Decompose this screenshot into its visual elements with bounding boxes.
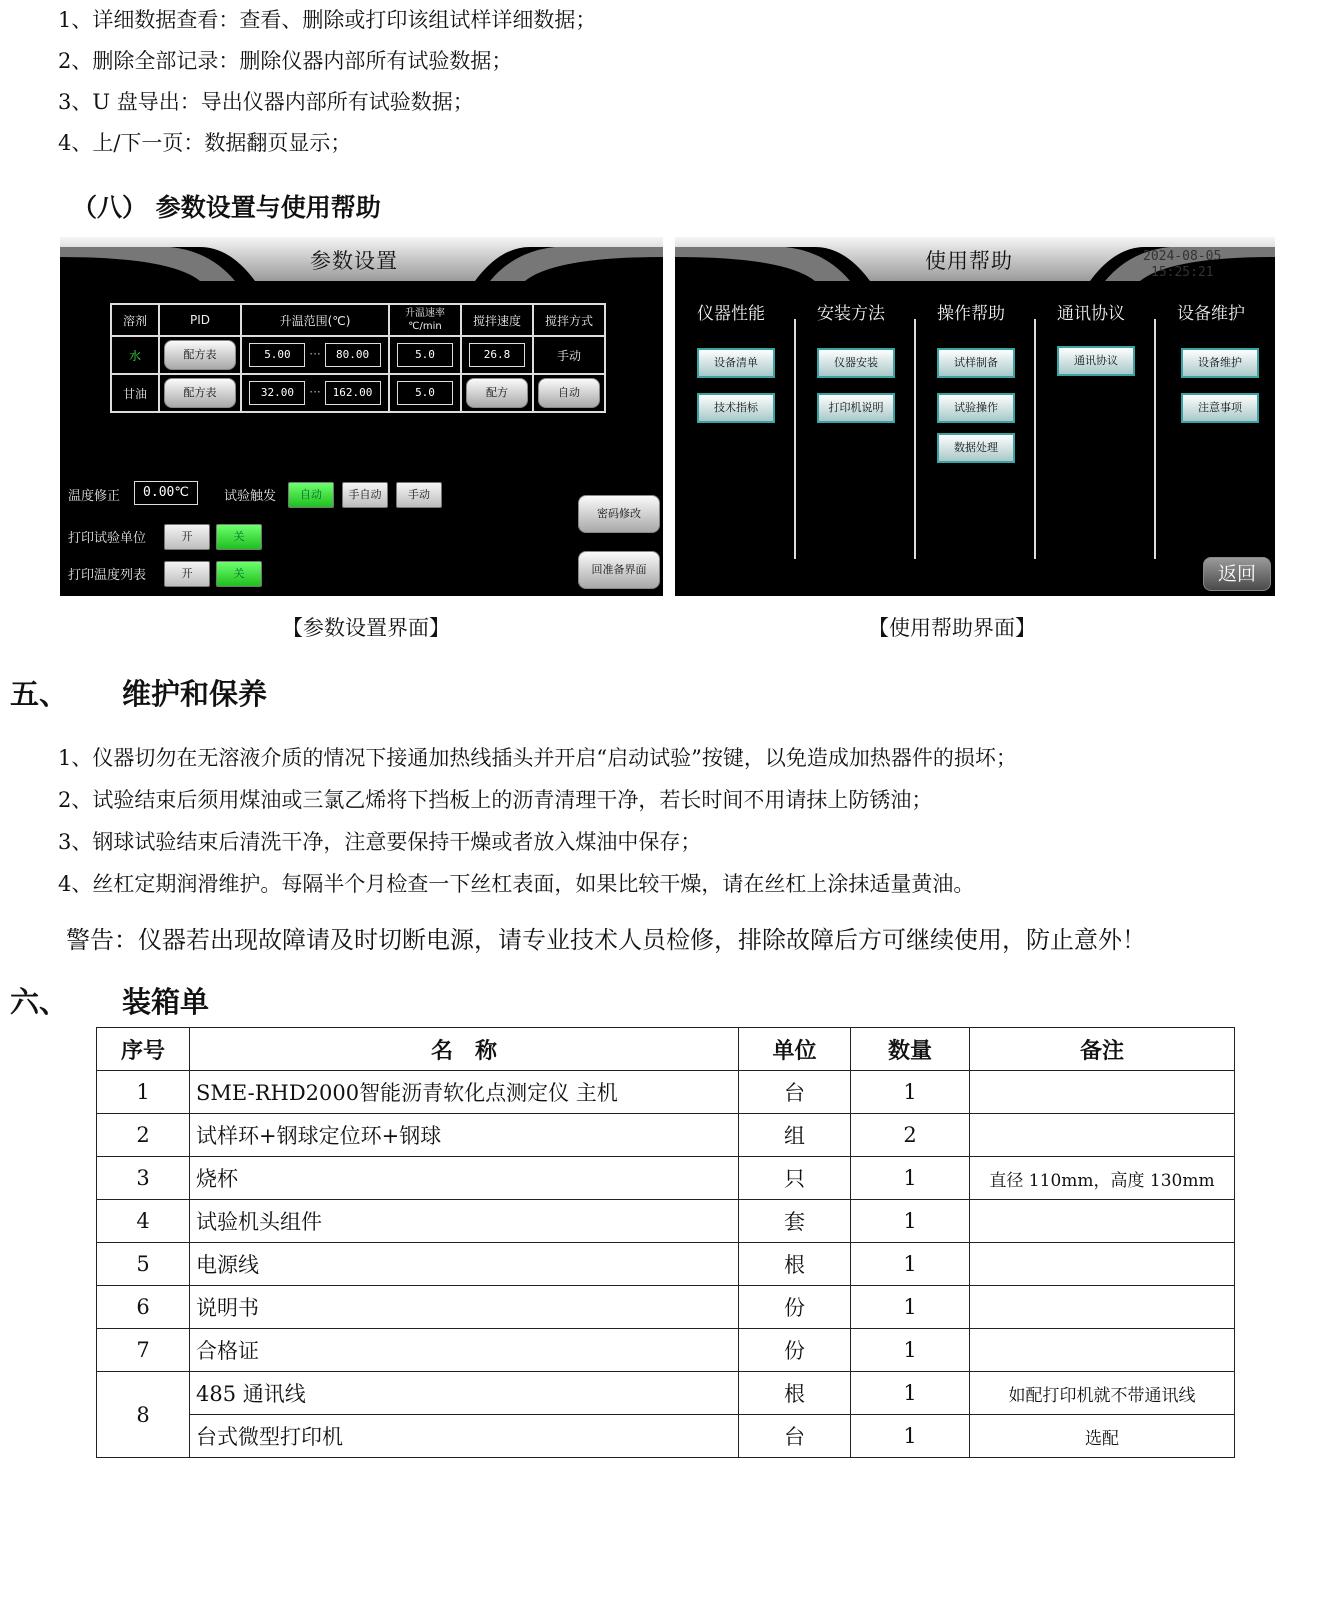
section-number: 五、 [10, 677, 69, 711]
return-ready-button[interactable]: 回准备界面 [578, 551, 660, 589]
intro-item: 3、U 盘导出：导出仪器内部所有试验数据； [58, 90, 474, 114]
cell-no: 2 [97, 1114, 190, 1157]
cell-note: 直径 110mm，高度 130mm [970, 1157, 1235, 1200]
trigger-auto-button[interactable]: 自动 [288, 482, 334, 508]
header-temp-range: 升温范围(℃) [241, 304, 389, 336]
table-row [97, 1071, 1235, 1114]
printer-guide-button[interactable]: 打印机说明 [817, 393, 895, 423]
intro-item: 4、上/下一页：数据翻页显示； [58, 131, 352, 155]
date-display: 2024-08-05 [1143, 249, 1222, 264]
print-unit-on-button[interactable]: 开 [164, 524, 210, 550]
cell-no: 4 [97, 1200, 190, 1243]
cell-qty: 1 [851, 1200, 970, 1243]
stir-speed-input[interactable]: 26.8 [469, 343, 525, 367]
formula-table [110, 303, 606, 413]
screen-title: 使用帮助 [925, 249, 1013, 273]
cell-name: 电源线 [190, 1243, 739, 1286]
table-row [97, 1243, 1235, 1286]
cell-name: 台式微型打印机 [190, 1415, 739, 1458]
section-title: 维护和保养 [122, 677, 268, 711]
cell-unit: 只 [739, 1157, 851, 1200]
cell-note: 选配 [970, 1415, 1235, 1458]
cell-qty: 1 [851, 1243, 970, 1286]
cell-note [970, 1071, 1235, 1114]
cell-note [970, 1114, 1235, 1157]
intro-item: 1、详细数据查看：查看、删除或打印该组试样详细数据； [58, 8, 597, 32]
cell-name: 烧杯 [190, 1157, 739, 1200]
cell-unit: 台 [739, 1415, 851, 1458]
cell-unit: 根 [739, 1372, 851, 1415]
solvent-cell: 水 [111, 336, 159, 374]
cell-no: 6 [97, 1286, 190, 1329]
trigger-semi-auto-button[interactable]: 手自动 [342, 482, 388, 508]
table-row [97, 1200, 1235, 1243]
range-to-input[interactable]: 162.00 [325, 381, 381, 405]
help-screen [675, 237, 1275, 596]
cell-name: 说明书 [190, 1286, 739, 1329]
table-row [97, 1114, 1235, 1157]
cell-unit: 根 [739, 1243, 851, 1286]
help-screen-caption: 【使用帮助界面】 [868, 616, 1036, 640]
cell-note: 如配打印机就不带通讯线 [970, 1372, 1235, 1415]
solvent-cell: 甘油 [111, 374, 159, 412]
cell-qty: 1 [851, 1329, 970, 1372]
cell-no: 7 [97, 1329, 190, 1372]
range-to-input[interactable]: 80.00 [325, 343, 381, 367]
cell-name: 试验机头组件 [190, 1200, 739, 1243]
cell-unit: 台 [739, 1071, 851, 1114]
table-row [97, 1415, 1235, 1458]
equipment-list-button[interactable]: 设备清单 [697, 348, 775, 378]
section-8-title: （八） 参数设置与使用帮助 [72, 193, 381, 222]
header-pid: PID [159, 304, 241, 336]
section-6-heading [10, 980, 209, 1021]
cell-qty: 1 [851, 1372, 970, 1415]
stir-speed-formula-button[interactable]: 配方 [466, 378, 528, 408]
cell-note [970, 1243, 1235, 1286]
section-number: 六、 [10, 985, 69, 1019]
header-note: 备注 [970, 1028, 1235, 1071]
print-unit-label: 打印试验单位 [68, 531, 147, 546]
screen-title: 参数设置 [310, 249, 398, 273]
cell-no: 8 [97, 1372, 190, 1458]
data-processing-button[interactable]: 数据处理 [937, 433, 1015, 463]
range-separator: ··· [309, 347, 321, 361]
table-row [97, 1329, 1235, 1372]
cell-qty: 1 [851, 1415, 970, 1458]
header-heating-rate: 升温速率 ℃/min [389, 304, 461, 336]
instrument-install-button[interactable]: 仪器安装 [817, 348, 895, 378]
table-row [97, 1157, 1235, 1200]
pid-formula-button[interactable]: 配方表 [164, 378, 236, 408]
cell-name: 合格证 [190, 1329, 739, 1372]
cell-qty: 1 [851, 1286, 970, 1329]
header-no: 序号 [97, 1028, 190, 1071]
cell-unit: 套 [739, 1200, 851, 1243]
stir-mode-button[interactable]: 自动 [538, 378, 600, 408]
print-temp-on-button[interactable]: 开 [164, 561, 210, 587]
param-screen-caption: 【参数设置界面】 [282, 616, 450, 640]
sample-prep-button[interactable]: 试样制备 [937, 348, 1015, 378]
column-divider [794, 319, 796, 559]
rate-input[interactable]: 5.0 [397, 381, 453, 405]
column-divider [1154, 319, 1156, 559]
col-header-maintenance: 设备维护 [1177, 304, 1245, 324]
range-from-input[interactable]: 5.00 [249, 343, 305, 367]
maintenance-item: 2、试验结束后须用煤油或三氯乙烯将下挡板上的沥青清理干净，若长时间不用请抹上防锈油； [58, 788, 933, 812]
cell-no: 3 [97, 1157, 190, 1200]
cell-qty: 1 [851, 1071, 970, 1114]
stir-mode-value: 手动 [533, 336, 605, 374]
cell-note [970, 1200, 1235, 1243]
cell-qty: 2 [851, 1114, 970, 1157]
packing-list-table [96, 1027, 1235, 1458]
col-header-protocol: 通讯协议 [1057, 304, 1125, 324]
cell-note [970, 1286, 1235, 1329]
section-5-heading [10, 672, 267, 713]
table-row [97, 1372, 1235, 1415]
range-separator: ··· [309, 385, 321, 399]
password-change-button[interactable]: 密码修改 [578, 495, 660, 533]
cell-no: 1 [97, 1071, 190, 1114]
column-divider [914, 319, 916, 559]
cell-unit: 份 [739, 1286, 851, 1329]
header-name: 名 称 [190, 1028, 739, 1071]
header-stir-speed: 搅拌速度 [461, 304, 533, 336]
maintenance-item: 3、钢球试验结束后清洗干净，注意要保持干燥或者放入煤油中保存； [58, 830, 702, 854]
col-header-installation: 安装方法 [817, 304, 885, 324]
param-settings-screen [60, 237, 663, 596]
cell-qty: 1 [851, 1157, 970, 1200]
print-unit-off-button[interactable]: 关 [216, 524, 262, 550]
trigger-manual-button[interactable]: 手动 [396, 482, 442, 508]
col-header-performance: 仪器性能 [697, 304, 765, 324]
back-button[interactable]: 返回 [1203, 557, 1271, 591]
header-stir-mode: 搅拌方式 [533, 304, 605, 336]
time-display: 15:25:21 [1151, 265, 1214, 280]
protocol-button[interactable]: 通讯协议 [1057, 346, 1135, 376]
precautions-button[interactable]: 注意事项 [1181, 393, 1259, 423]
pid-formula-button[interactable]: 配方表 [164, 340, 236, 370]
header-qty: 数量 [851, 1028, 970, 1071]
cell-unit: 组 [739, 1114, 851, 1157]
cell-no: 5 [97, 1243, 190, 1286]
table-row [97, 1286, 1235, 1329]
warning-text: 警告：仪器若出现故障请及时切断电源，请专业技术人员检修，排除故障后方可继续使用，防止意外！ [66, 926, 1146, 954]
column-divider [1034, 319, 1036, 559]
temp-correction-input[interactable]: 0.00℃ [134, 481, 198, 505]
col-header-operation: 操作帮助 [937, 304, 1005, 324]
header-solvent: 溶剂 [111, 304, 159, 336]
cell-note [970, 1329, 1235, 1372]
table-row [111, 336, 605, 374]
rate-input[interactable]: 5.0 [397, 343, 453, 367]
table-row [111, 374, 605, 412]
header-unit: 单位 [739, 1028, 851, 1071]
section-title: 装箱单 [122, 985, 210, 1019]
print-temp-list-label: 打印温度列表 [68, 568, 147, 583]
maintenance-item: 1、仪器切勿在无溶液介质的情况下接通加热线插头并开启“启动试验”按键，以免造成加热器件的损坏； [58, 746, 1017, 770]
intro-item: 2、删除全部记录：删除仪器内部所有试验数据； [58, 49, 513, 73]
cell-name: SME-RHD2000智能沥青软化点测定仪 主机 [190, 1071, 739, 1114]
cell-name: 485 通讯线 [190, 1372, 739, 1415]
temp-correction-label: 温度修正 [68, 489, 121, 504]
cell-unit: 份 [739, 1329, 851, 1372]
test-operation-button[interactable]: 试验操作 [937, 393, 1015, 423]
maintenance-item: 4、丝杠定期润滑维护。每隔半个月检查一下丝杠表面，如果比较干燥，请在丝杠上涂抹适量黄油。 [58, 872, 975, 896]
tech-spec-button[interactable]: 技术指标 [697, 393, 775, 423]
cell-name: 试样环+钢球定位环+钢球 [190, 1114, 739, 1157]
maintenance-button[interactable]: 设备维护 [1181, 348, 1259, 378]
print-temp-off-button[interactable]: 关 [216, 561, 262, 587]
trigger-label: 试验触发 [224, 489, 277, 504]
range-from-input[interactable]: 32.00 [249, 381, 305, 405]
